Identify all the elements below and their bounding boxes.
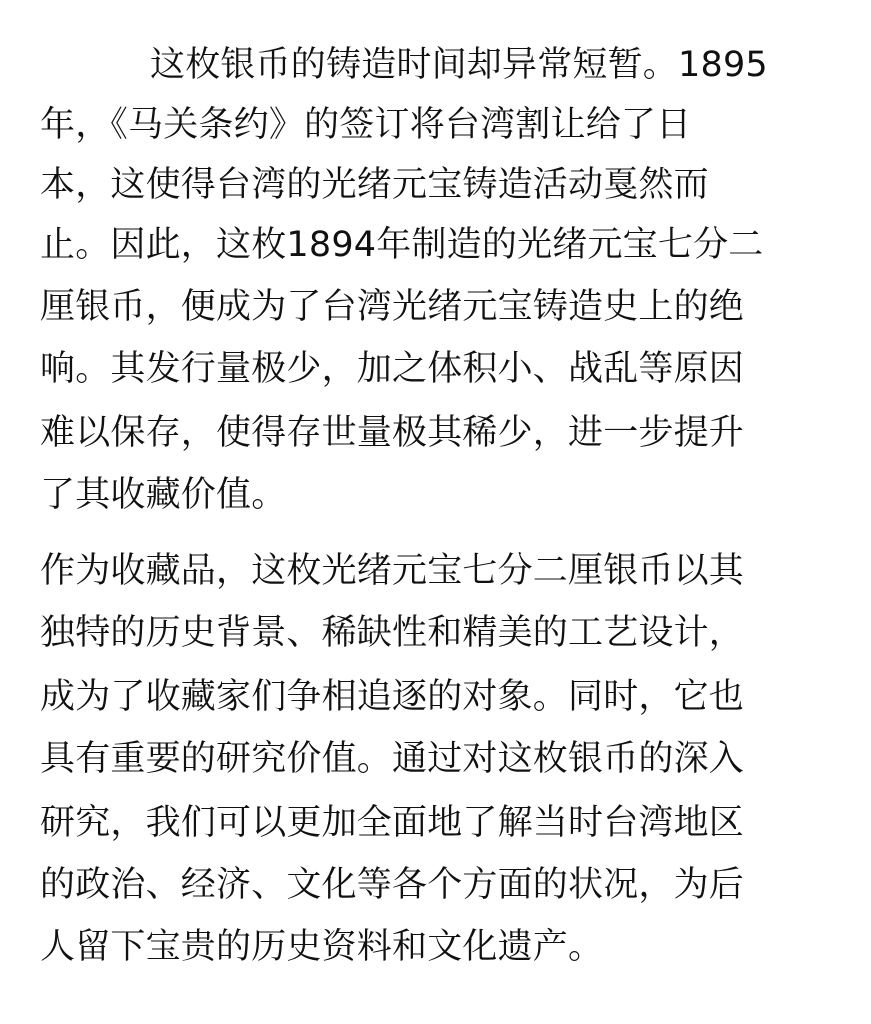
text-line: 这枚银币的铸造时间却异常短暂。1895 — [150, 45, 768, 85]
text-line: 难以保存，使得存世量极其稀少，进一步提升 — [40, 413, 745, 453]
text-line: 人留下宝贵的历史资料和文化遗产。 — [40, 927, 604, 967]
text-line: 具有重要的研究价值。通过对这枚银币的深入 — [40, 739, 745, 779]
text-line: 的政治、经济、文化等各个方面的状况，为后 — [40, 865, 745, 905]
text-line: 成为了收藏家们争相追逐的对象。同时，它也 — [40, 677, 745, 717]
text-line: 了其收藏价值。 — [40, 475, 287, 515]
text-line: 年，《马关条约》的签订将台湾割让给了日 — [40, 105, 692, 145]
text-line: 止。因此，这枚1894年制造的光绪元宝七分二 — [40, 225, 764, 265]
text-line: 厘银币，便成为了台湾光绪元宝铸造史上的绝 — [40, 287, 745, 327]
text-line: 响。其发行量极少，加之体积小、战乱等原因 — [40, 349, 745, 389]
text-line: 独特的历史背景、稀缺性和精美的工艺设计， — [40, 613, 745, 653]
text-line: 研究，我们可以更加全面地了解当时台湾地区 — [40, 803, 745, 843]
text-line: 本，这使得台湾的光绪元宝铸造活动戛然而 — [40, 165, 709, 205]
text-line: 作为收藏品，这枚光绪元宝七分二厘银币以其 — [40, 551, 745, 591]
